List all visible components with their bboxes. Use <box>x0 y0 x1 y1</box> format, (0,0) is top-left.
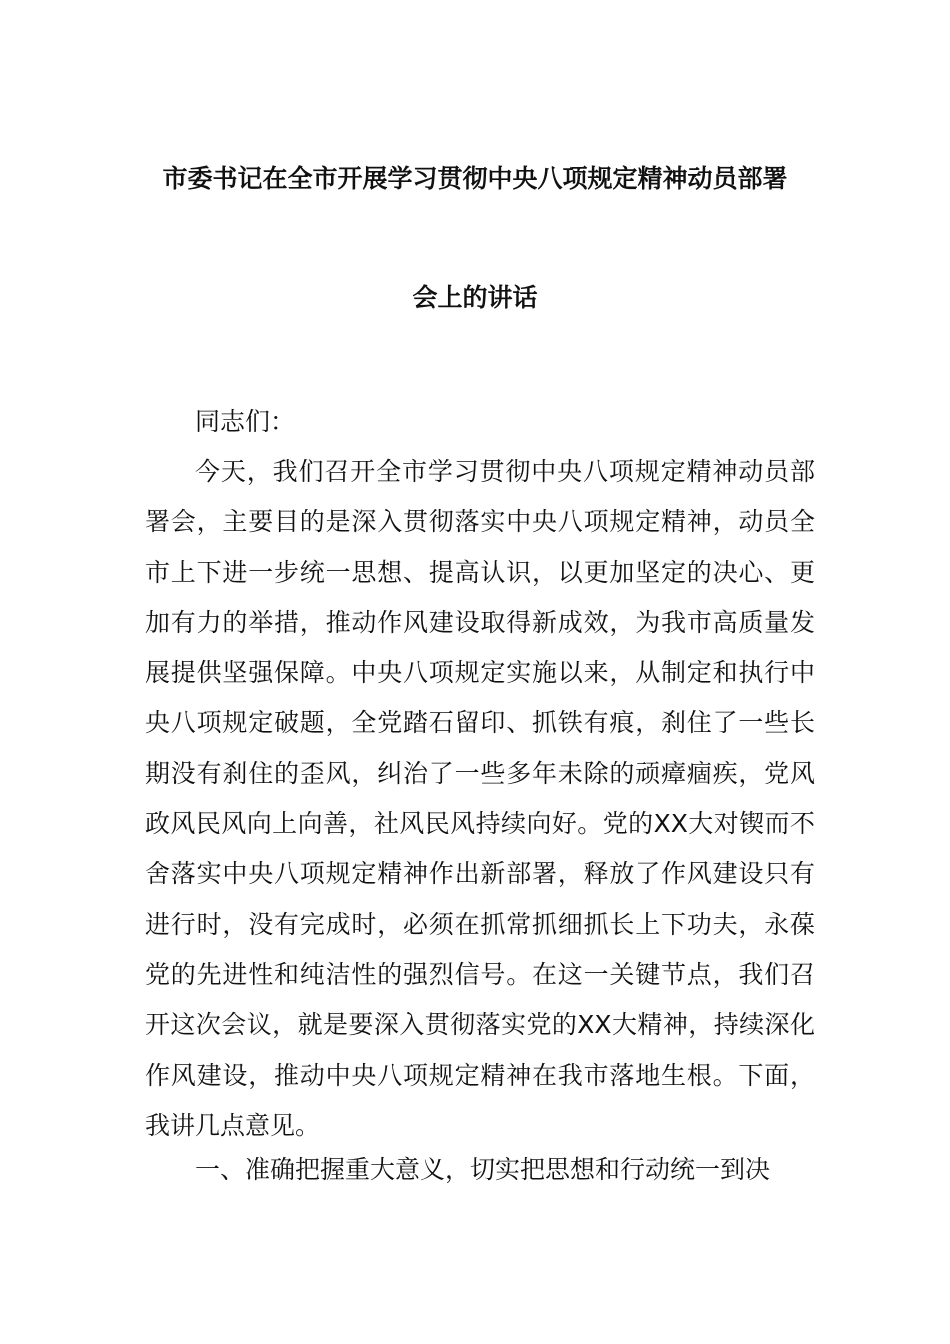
document-title-line-2: 会上的讲话 <box>412 283 538 312</box>
salutation: 同志们： <box>195 407 296 436</box>
paragraph-intro: 今天，我们召开全市学习贯彻中央八项规定精神动员部署会，主要目的是深入贯彻落实中央八项规定精神，动员全市上下进一步统一思想、提高认识，以更加坚定的决心、更加有力的举措，推动作风建设取得新成效，为我市高质量发展提供坚强保障。中央八项规定实施以来，从制定和执行中央八项规定破题，全党踏石留印、抓铁有痕，刹住了一些长期没有刹住的歪风，纠治了一些多年未除的顽瘴痼疾，党风政风民风向上向善，社风民风持续向好。党的XX大对锲而不舍落实中央八项规定精神作出新部署，释放了作风建设只有进行时，没有完成时，必须在抓常抓细抓长上下功夫，永葆党的先进性和纯洁性的强烈信号。在这一关键节点，我们召开这次会议，就是要深入贯彻落实党的XX大精神，持续深化作风建设，推动中央八项规定精神在我市落地生根。下面，我讲几点意见。 <box>145 457 815 1140</box>
section-heading-one: 一、准确把握重大意义，切实把思想和行动统一到决 <box>195 1155 771 1184</box>
document-title-line-1: 市委书记在全市开展学习贯彻中央八项规定精神动员部署 <box>162 164 788 193</box>
